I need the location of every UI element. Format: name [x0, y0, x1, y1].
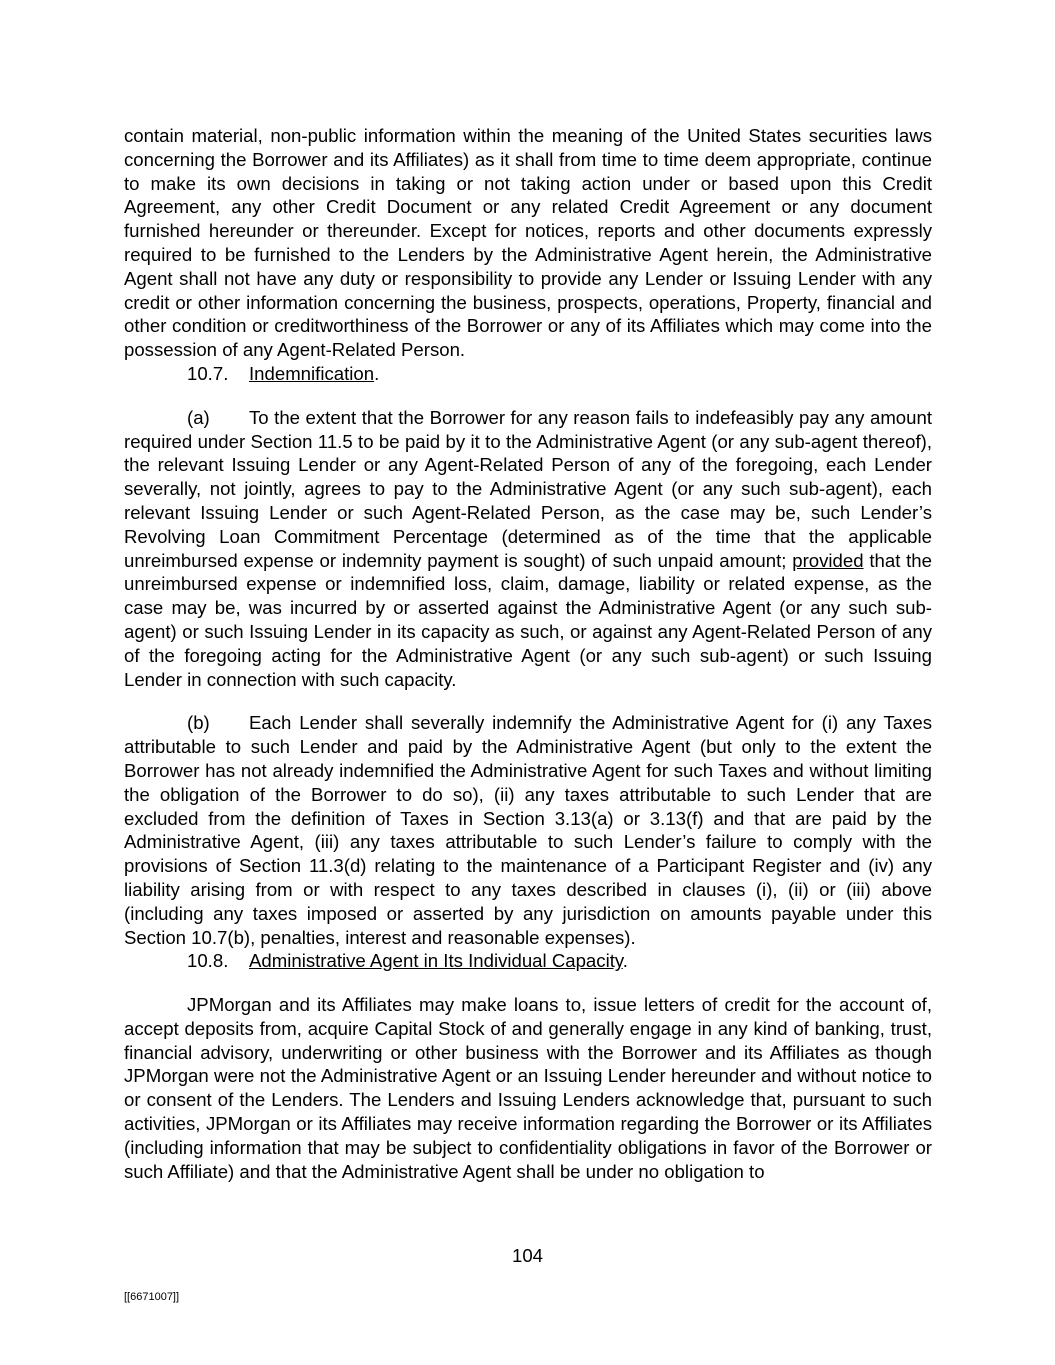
- section-title: Indemnification: [249, 362, 375, 384]
- section-number: 10.7.: [187, 362, 229, 384]
- paragraph-10-7-b: [124, 711, 932, 949]
- section-title: Administrative Agent in Its Individual Capacity: [249, 950, 623, 972]
- clause-label-b: (b): [187, 712, 210, 734]
- clause-a-text-after: that the unreimbursed expense or indemnified loss, claim, damage, liability or related expense, as the case may be, was incurred by or asserted against the Administrative Agent (or any such sub-agent) or such Issuing Lender in its capacity as such, or against any Agent-Related Person of any of the foregoing acting for the Administrative Agent (or any such sub-agent) or such Issuing Lender in connection with such capacity.: [124, 549, 932, 690]
- clause-b-text: Each Lender shall severally indemnify the Administrative Agent for (i) any Taxes attributable to such Lender and paid by the Administrative Agent (but only to the extent the Borrower has not already indemnified the Administrative Agent for such Taxes and without limiting the obligation of the Borrower to do so), (ii) any taxes attributable to such Lender that are excluded from the definition of Taxes in Section 3.13(a) or 3.13(f) and that are paid by the Administrative Agent, (iii) any taxes attributable to such Lender’s failure to comply with the provisions of Section 11.3(d) relating to the maintenance of a Participant Register and (iv) any liability arising from or with respect to any taxes described in clauses (i), (ii) or (iii) above (including any taxes imposed or asserted by any jurisdiction on amounts payable under this Section 10.7(b), penalties, interest and reasonable expenses).: [124, 712, 932, 948]
- clause-a-text-before: To the extent that the Borrower for any reason fails to indefeasibly pay any amount required under Section 11.5 to be paid by it to the Administrative Agent (or any sub-agent thereof), the relevant Issuing Lender or any Agent-Related Person of any of the foregoing, each Lender severally, not jointly, agrees to pay to the Administrative Agent (or any such sub-agent), each relevant Issuing Lender or such Agent-Related Person, as the case may be, such Lender’s Revolving Loan Commitment Percentage (determined as of the time that the applicable unreimbursed expense or indemnity payment is sought) of such unpaid amount;: [124, 406, 932, 571]
- section-heading-10-8: [124, 949, 932, 973]
- paragraph-10-8: JPMorgan and its Affiliates may make loans to, issue letters of credit for the account of, accept deposits from, acquire Capital Stock of and generally engage in any kind of banking, trust, financial advisory, underwriting or other business with the Borrower and its Affiliates as though JPMorgan were not the Administrative Agent or an Issuing Lender hereunder and without notice to or consent of the Lenders. The Lenders and Issuing Lenders acknowledge that, pursuant to such activities, JPMorgan or its Affiliates may receive information regarding the Borrower or its Affiliates (including information that may be subject to confidentiality obligations in favor of the Borrower or such Affiliate) and that the Administrative Agent shall be under no obligation to: [124, 994, 932, 1182]
- clause-label-a: (a): [187, 406, 210, 428]
- provided-term: provided: [792, 549, 864, 571]
- paragraph-10-7-a: [124, 406, 932, 692]
- section-title-period: .: [622, 950, 628, 972]
- section-heading-10-7: [124, 362, 932, 386]
- section-number: 10.8.: [187, 950, 229, 972]
- page-number: 104: [511, 1245, 544, 1266]
- continued-paragraph: contain material, non-public information within the meaning of the United States securities laws concerning the Borrower and its Affiliates) as it shall from time to time deem appropriate, continue to make its own decisions in taking or not taking action under or based upon this Credit Agreement, any other Credit Document or any related Credit Agreement or any document furnished hereunder or thereunder. Except for notices, reports and other documents expressly required to be furnished to the Lenders by the Administrative Agent herein, the Administrative Agent shall not have any duty or responsibility to provide any Lender or Issuing Lender with any credit or other information concerning the business, prospects, operations, Property, financial and other condition or creditworthiness of the Borrower or any of its Affiliates which may come into the possession of any Agent-Related Person.: [124, 125, 932, 361]
- document-id: [[6671007]]: [124, 1291, 180, 1303]
- document-body: [124, 124, 932, 1183]
- section-title-period: .: [374, 362, 380, 384]
